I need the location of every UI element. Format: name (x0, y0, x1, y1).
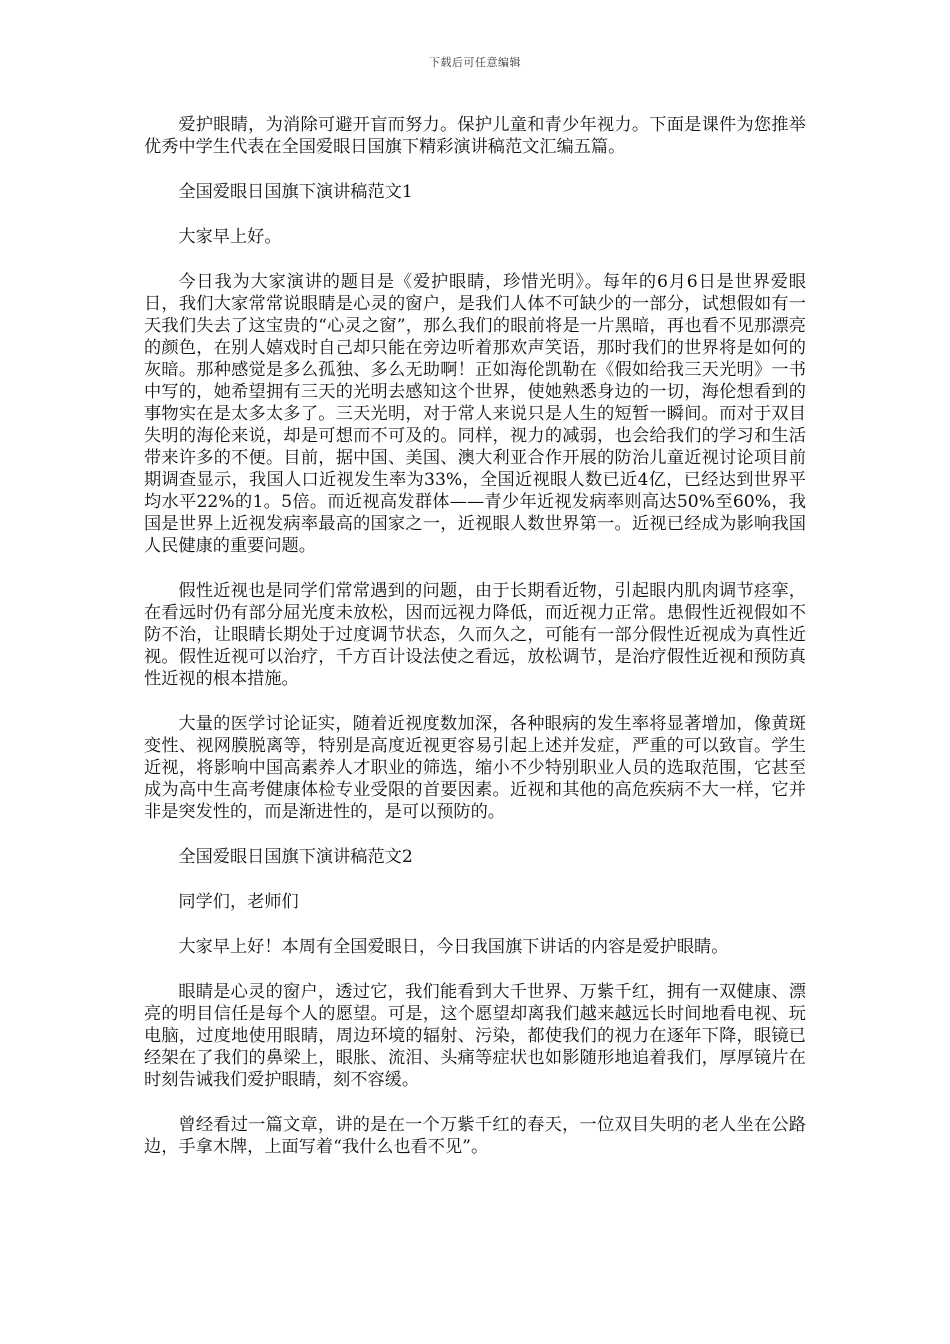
greeting-paragraph: 大家早上好。 (178, 227, 282, 247)
page-header-note: 下载后可任意编辑 (429, 56, 521, 69)
salutation-paragraph: 同学们，老师们 (178, 892, 299, 912)
section-heading-1: 全国爱眼日国旗下演讲稿范文1 (178, 182, 413, 202)
body-paragraph: 今日我为大家演讲的题目是《爱护眼睛，珍惜光明》。每年的6月6日是世界爱眼日，我们大家常常说眼睛是心灵的窗户，是我们人体不可缺少的一部分，试想假如有一天我们失去了这宝贵的“心灵之窗”，那么我们的眼前将是一片黑暗，再也看不见那漂亮的颜色，在别人嬉戏时自己却只能在旁边听着那欢声笑语，那时我们的世界将是如何的灰暗。那种感觉是多么孤独、多么无助啊！正如海伦凯勒在《假如给我三天光明》一书中写的，她希望拥有三天的光明去感知这个世界，使她熟悉身边的一切，海伦想看到的事物实在是太多太多了。三天光明，对于常人来说只是人生的短暂一瞬间。而对于双目失明的海伦来说，却是可想而不可及的。同样，视力的减弱，也会给我们的学习和生活带来许多的不便。目前，据中国、美国、澳大利亚合作开展的防治儿童近视讨论项目前期调查显示，我国人口近视发生率为33%，全国近视眼人数已近4亿，已经达到世界平均水平22%的1。5倍。而近视高发群体——青少年近视发病率则高达50%至60%，我国是世界上近视发病率最高的国家之一，近视眼人数世界第一。近视已经成为影响我国人民健康的重要问题。 (144, 272, 806, 556)
greeting-paragraph: 大家早上好！本周有全国爱眼日，今日我国旗下讲话的内容是爱护眼睛。 (178, 937, 729, 957)
document-body (144, 114, 806, 1181)
body-paragraph: 假性近视也是同学们常常遇到的问题，由于长期看近物，引起眼内肌肉调节痉挛，在看远时仍有部分屈光度未放松，因而远视力降低，而近视力正常。患假性近视假如不防不治，让眼睛长期处于过度调节状态，久而久之，可能有一部分假性近视成为真性近视。假性近视可以治疗，千方百计设法使之看远，放松调节，是治疗假性近视和预防真性近视的根本措施。 (144, 581, 806, 689)
body-paragraph: 眼睛是心灵的窗户，透过它，我们能看到大千世界、万紫千红，拥有一双健康、漂亮的明目信任是每个人的愿望。可是，这个愿望却离我们越来越远长时间地看电视、玩电脑，过度地使用眼睛，周边环境的辐射、污染，都使我们的视力在逐年下降，眼镜已经架在了我们的鼻梁上，眼胀、流泪、头痛等症状也如影随形地追着我们，厚厚镜片在时刻告诫我们爱护眼睛，刻不容缓。 (144, 982, 806, 1090)
intro-paragraph: 爱护眼睛，为消除可避开盲而努力。保护儿童和青少年视力。下面是课件为您推举优秀中学生代表在全国爱眼日国旗下精彩演讲稿范文汇编五篇。 (144, 115, 806, 157)
body-paragraph: 大量的医学讨论证实，随着近视度数加深，各种眼病的发生率将显著增加，像黄斑变性、视网膜脱离等，特别是高度近视更容易引起上述并发症，严重的可以致盲。学生近视，将影响中国高素养人才职业的筛选，缩小不少特别职业人员的选取范围，它甚至成为高中生高考健康体检专业受限的首要因素。近视和其他的高危疾病不大一样，它并非是突发性的，而是渐进性的，是可以预防的。 (144, 714, 806, 822)
section-heading-2: 全国爱眼日国旗下演讲稿范文2 (178, 847, 413, 867)
body-paragraph: 曾经看过一篇文章，讲的是在一个万紫千红的春天，一位双目失明的老人坐在公路边，手拿木牌，上面写着“我什么也看不见”。 (144, 1115, 806, 1157)
